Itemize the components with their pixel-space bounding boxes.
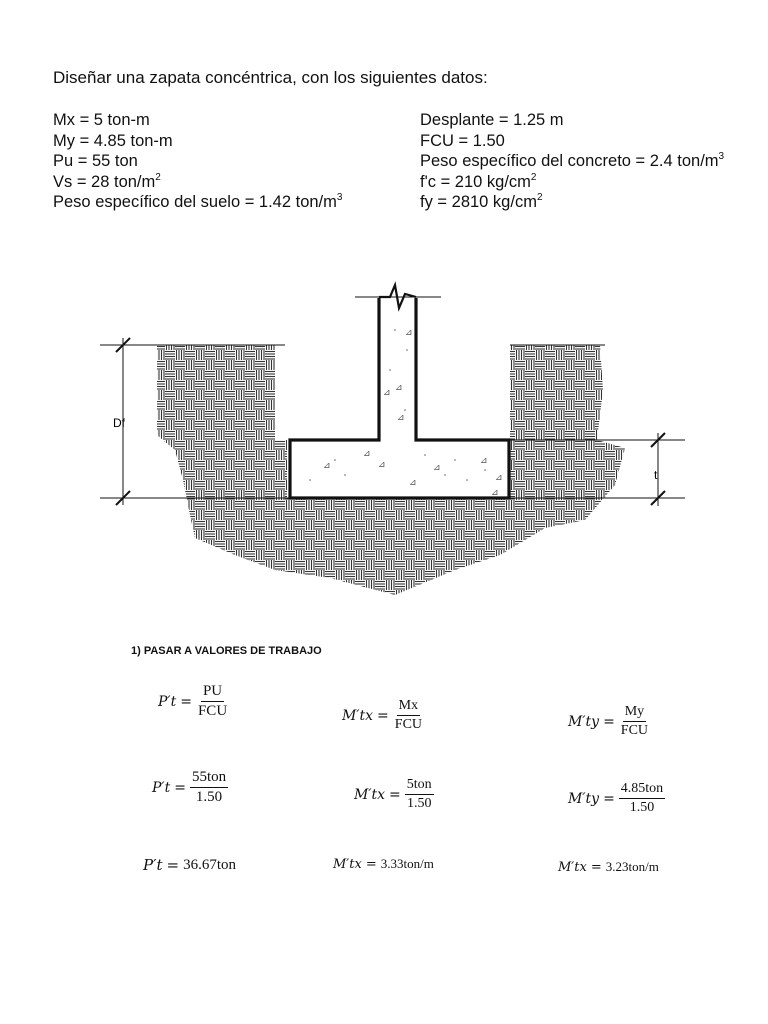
svg-text:⊿: ⊿ [495,473,503,483]
equation-mty-formula: M′ty = $\frac{My}{\text{FCU}}$ [568,704,649,738]
given-data-left [53,110,342,213]
equation-pt-substituted: P′t = $\frac{\text{55ton}}{1.50}$ [152,769,227,805]
t-label: t [654,468,658,482]
svg-text:⊿: ⊿ [323,461,331,471]
section-heading: 1) PASAR A VALORES DE TRABAJO [131,645,322,657]
equation-mtx-result: M′tx = 3.33ton/m [333,856,434,872]
equation-mty-result: M′tx = 3.23ton/m [558,859,659,875]
data-fc: f'c = 210 $kg/cm^2$ [420,171,537,191]
data-pu: Pu = 55 ton [53,152,138,170]
footing-diagram [95,270,695,610]
svg-text:⊿: ⊿ [409,478,417,488]
equation-mty-substituted: M′ty = $\frac{\text{4.85ton}}{1.50}$ [568,781,664,815]
equation-pt-formula: P′t = $\frac{PU}{\text{FCU}}$ [158,683,228,719]
svg-text:⊿: ⊿ [378,460,386,470]
equation-mtx-formula: M′tx = $\frac{Mx}{\text{FCU}}$ [342,698,423,732]
data-mx: Mx = 5 ton-m [53,111,150,129]
given-data-right [420,110,724,213]
df-label: Df [113,416,125,430]
svg-text:⊿: ⊿ [397,413,405,423]
data-vs: Vs = 28 ton/$m^2$ [53,171,161,191]
svg-text:⊿: ⊿ [395,383,403,393]
data-my: My = 4.85 ton-m [53,131,173,150]
svg-text:⊿: ⊿ [405,328,413,338]
problem-title: Diseñar una zapata concéntrica, con los siguientes datos: [53,68,488,87]
data-desplante: Desplante = 1.25 m [420,111,564,129]
svg-text:⊿: ⊿ [433,463,441,473]
svg-text:⊿: ⊿ [491,488,499,498]
equation-pt-result: P′t = 36.67ton [143,856,237,874]
svg-text:⊿: ⊿ [363,449,371,459]
svg-text:⊿: ⊿ [383,388,391,398]
data-concrete-weight: Peso específico del concreto = 2.4 ton/$m^3$ [420,151,725,170]
data-soil-weight: Peso específico del suelo = 1.42 ton/$m^3$ [53,192,343,211]
svg-text:⊿: ⊿ [480,456,488,466]
data-fcu: FCU = 1.50 [420,131,505,150]
data-fy: fy = 2810 $kg/cm^2$ [420,192,543,211]
equation-mtx-substituted: M′tx = $\frac{\text{5ton}}{1.50}$ [354,777,432,811]
